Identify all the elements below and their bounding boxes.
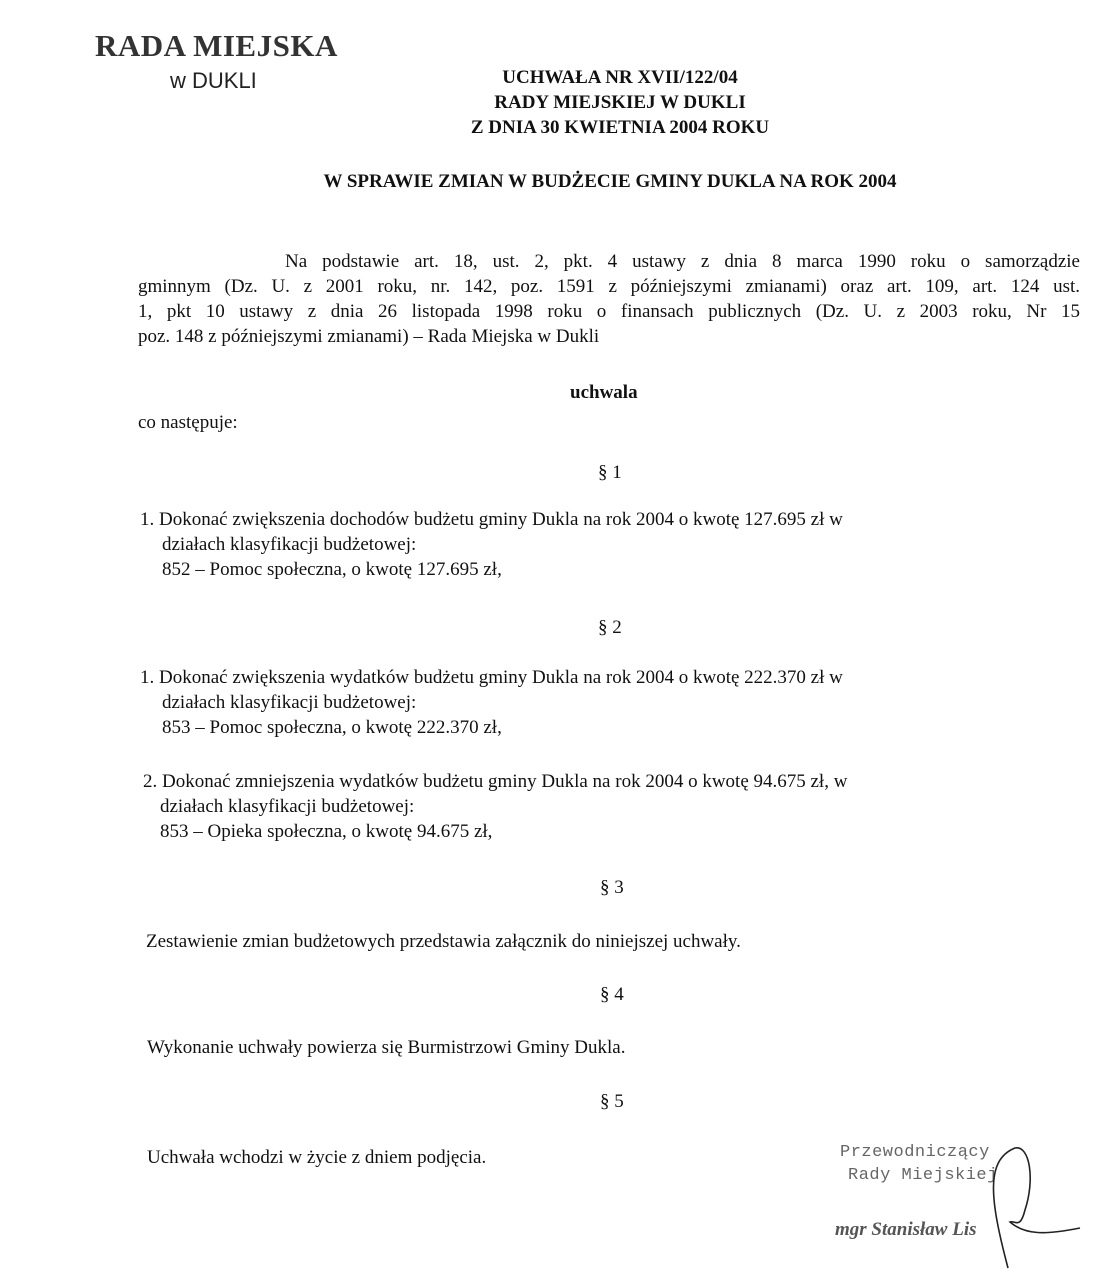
signature-role: Przewodniczący	[840, 1143, 990, 1162]
section-2-item2-line: działach klasyfikacji budżetowej:	[160, 796, 415, 817]
preamble-line: gminnym (Dz. U. z 2001 roku, nr. 142, poz. 1591 z późniejszymi zmianami) oraz art. 109, art. 124 ust.	[138, 276, 1080, 297]
preamble-line: poz. 148 z późniejszymi zmianami) – Rada Miejska w Dukli	[138, 326, 600, 347]
resolution-date: Z DNIA 30 KWIETNIA 2004 ROKU	[470, 117, 770, 138]
section-2-item1-line: działach klasyfikacji budżetowej:	[162, 692, 417, 713]
section-4-text: Wykonanie uchwały powierza się Burmistrzowi Gminy Dukla.	[147, 1037, 626, 1058]
signatory-name: mgr Stanisław Lis	[835, 1219, 977, 1240]
section-1-line: działach klasyfikacji budżetowej:	[162, 534, 417, 555]
preamble-line: 1, pkt 10 ustawy z dnia 26 listopada 1998 roku o finansach publicznych (Dz. U. z 2003 roku, Nr 15	[138, 301, 1080, 322]
resolves-heading: uchwala	[570, 382, 638, 403]
section-1-line: 852 – Pomoc społeczna, o kwotę 127.695 zł,	[162, 559, 502, 580]
section-mark-5: § 5	[600, 1091, 624, 1112]
section-mark-3: § 3	[600, 877, 624, 898]
section-2-item1-line: 853 – Pomoc społeczna, o kwotę 222.370 zł,	[162, 717, 502, 738]
section-mark-2: § 2	[598, 617, 622, 638]
section-mark-1: § 1	[598, 462, 622, 483]
handwritten-signature	[970, 1140, 1090, 1270]
resolution-number: UCHWAŁA NR XVII/122/04	[502, 67, 738, 88]
signature-role: Rady Miejskiej	[848, 1166, 998, 1185]
section-mark-4: § 4	[600, 984, 624, 1005]
section-2-item2-line: 2. Dokonać zmniejszenia wydatków budżetu gminy Dukla na rok 2004 o kwotę 94.675 zł, w	[143, 771, 848, 792]
council-heading: RADY MIEJSKIEJ W DUKLI	[494, 92, 746, 113]
section-2-item2-line: 853 – Opieka społeczna, o kwotę 94.675 zł,	[160, 821, 493, 842]
resolution-subject: W SPRAWIE ZMIAN W BUDŻECIE GMINY DUKLA NA ROK 2004	[323, 171, 897, 192]
as-follows: co następuje:	[138, 412, 238, 433]
section-1-line: 1. Dokonać zwiększenia dochodów budżetu gminy Dukla na rok 2004 o kwotę 127.695 zł w	[140, 509, 843, 530]
section-3-text: Zestawienie zmian budżetowych przedstawia załącznik do niniejszej uchwały.	[146, 931, 741, 952]
stamp-town: w DUKLI	[170, 68, 257, 93]
stamp-council-name: RADA MIEJSKA	[95, 28, 338, 63]
section-5-text: Uchwała wchodzi w życie z dniem podjęcia.	[147, 1147, 487, 1168]
preamble-line: Na podstawie art. 18, ust. 2, pkt. 4 ustawy z dnia 8 marca 1990 roku o samorządzie	[285, 251, 1080, 272]
section-2-item1-line: 1. Dokonać zwiększenia wydatków budżetu gminy Dukla na rok 2004 o kwotę 222.370 zł w	[140, 667, 843, 688]
